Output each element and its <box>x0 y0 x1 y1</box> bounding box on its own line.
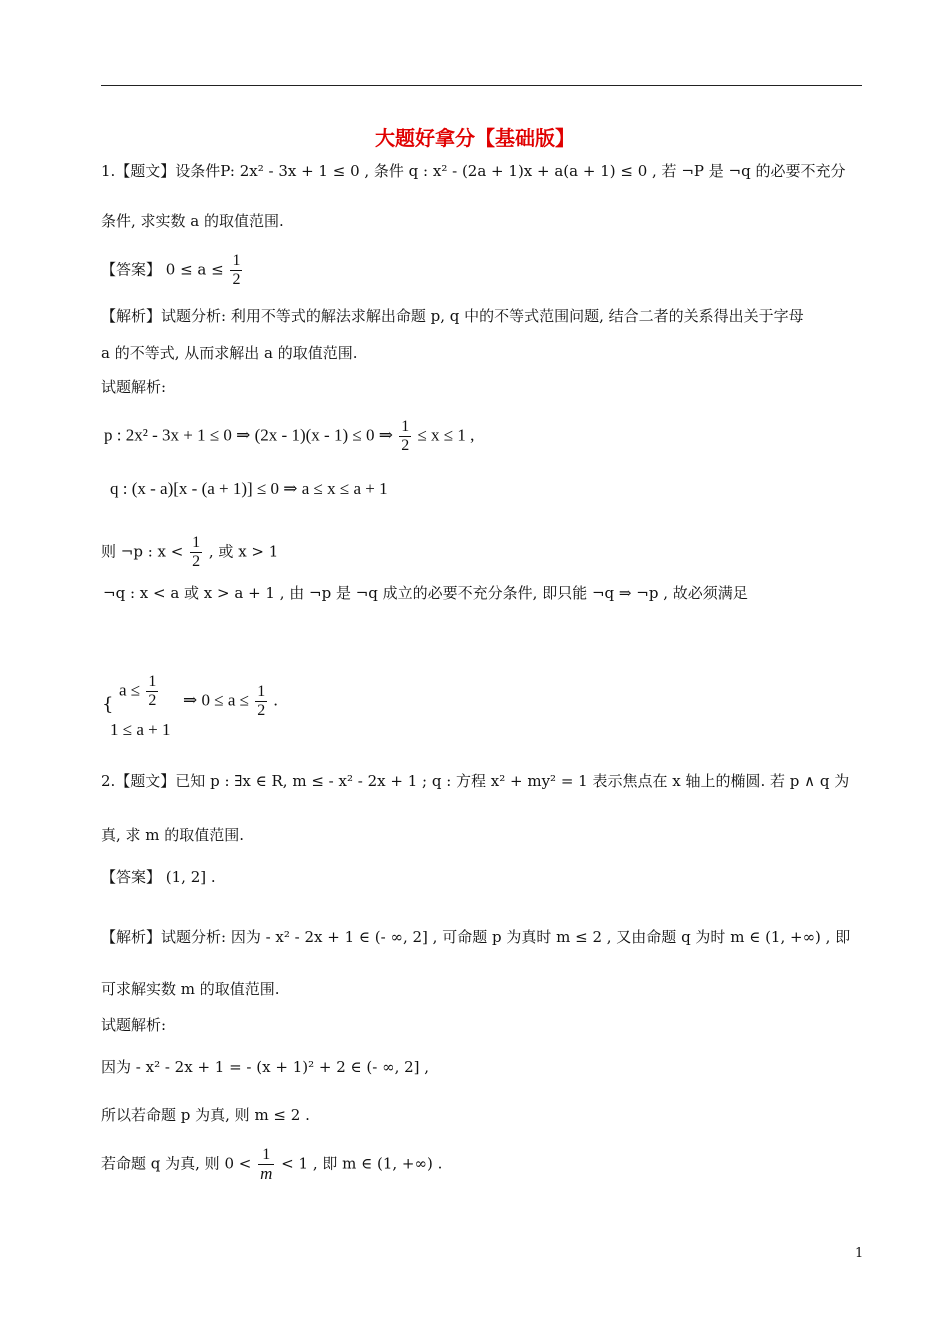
q1-system-row1-den: 2 <box>148 692 157 709</box>
q1-system-result-fraction <box>255 683 267 720</box>
q1-system-row2: 1 ≤ a + 1 <box>110 720 171 739</box>
q1-system-result-prefix: ⇒ 0 ≤ a ≤ <box>183 690 249 710</box>
q2-solution-line3 <box>101 1146 442 1183</box>
q1-not-p-tail: , 或 x > 1 <box>208 542 279 561</box>
q1-system-result-den: 2 <box>257 702 266 719</box>
q2-solution-line1: 因为 - x² - 2x + 1 = - (x + 1)² + 2 ∈ (- ∞, 2] , <box>101 1058 430 1076</box>
q1-system-result-num: 1 <box>257 683 266 700</box>
q1-answer-num: 1 <box>232 252 241 269</box>
q1-line1: 1.【题文】设条件P: 2x² - 3x + 1 ≤ 0 , 条件 q : x² - (2a + 1)x + a(a + 1) ≤ 0 , 若 ¬P 是 ¬q 的必要不充分 <box>101 162 846 180</box>
q1-analysis-line2: a 的不等式, 从而求解出 a 的取值范围. <box>101 344 358 362</box>
q1-p-frac-num: 1 <box>401 418 410 435</box>
q1-line2: 条件, 求实数 a 的取值范围. <box>101 212 284 230</box>
q1-q-derivation: q : (x - a)[x - (a + 1)] ≤ 0 ⇒ a ≤ x ≤ a + 1 <box>110 479 388 498</box>
q1-not-p <box>101 534 278 571</box>
q1-answer <box>101 252 244 289</box>
q1-p-frac-den: 2 <box>401 437 410 454</box>
q2-sol3-num: 1 <box>258 1146 274 1165</box>
q2-line1: 2.【题文】已知 p : ∃x ∈ R, m ≤ - x² - 2x + 1 ; q : 方程 x² + my² = 1 表示焦点在 x 轴上的椭圆. 若 p ∧ q 为 <box>101 772 850 790</box>
q1-p-line: p : 2x² - 3x + 1 ≤ 0 ⇒ (2x - 1)(x - 1) ≤ 0 ⇒ <box>104 425 393 445</box>
q1-system-row1 <box>119 673 160 710</box>
q1-system-row1-fraction <box>146 673 158 710</box>
q1-answer-den: 2 <box>232 271 241 288</box>
q1-answer-fraction <box>230 252 242 289</box>
q2-solution-line2: 所以若命题 p 为真, 则 m ≤ 2 . <box>101 1106 310 1124</box>
q1-not-p-fraction <box>190 534 202 571</box>
q2-solution-heading: 试题解析: <box>101 1016 167 1034</box>
q1-p-tail: ≤ x ≤ 1 , <box>417 425 475 445</box>
q1-not-p-prefix: 则 ¬p : x < <box>101 542 184 561</box>
q1-system-result <box>183 683 278 720</box>
q2-analysis-line1: 【解析】试题分析: 因为 - x² - 2x + 1 ∈ (- ∞, 2] , 可命题 p 为真时 m ≤ 2 , 又由命题 q 为时 m ∈ (1, +∞) , 即 <box>101 928 851 946</box>
header-rule <box>101 85 862 86</box>
page-number: 1 <box>855 1246 864 1261</box>
q2-line2: 真, 求 m 的取值范围. <box>101 826 245 844</box>
q1-p-derivation <box>104 418 474 455</box>
q1-p-fraction <box>399 418 411 455</box>
q2-analysis-line2: 可求解实数 m 的取值范围. <box>101 980 280 998</box>
page-title: 大题好拿分【基础版】 <box>375 126 575 150</box>
q1-not-p-den: 2 <box>192 553 201 570</box>
q1-system-row1-num: 1 <box>148 673 157 690</box>
q1-solution-heading: 试题解析: <box>101 378 167 396</box>
q2-sol3-den: m <box>260 1164 273 1183</box>
q1-system-row1-prefix: a ≤ <box>119 680 141 700</box>
q1-answer-prefix: 【答案】 0 ≤ a ≤ <box>101 260 224 279</box>
q1-system-result-tail: . <box>273 690 278 710</box>
q2-sol3-fraction <box>258 1146 274 1183</box>
q1-not-p-num: 1 <box>192 534 201 551</box>
q2-answer: 【答案】 (1, 2] . <box>101 868 216 886</box>
q1-system-brace: { <box>102 694 114 715</box>
q2-sol3-prefix: 若命题 q 为真, 则 0 < <box>101 1154 252 1173</box>
q1-not-q-line: ¬q : x < a 或 x > a + 1 , 由 ¬p 是 ¬q 成立的必要不充分条件, 即只能 ¬q ⇒ ¬p , 故必须满足 <box>103 584 748 602</box>
q1-analysis-line1: 【解析】试题分析: 利用不等式的解法求解出命题 p, q 中的不等式范围问题, 结合二者的关系得出关于字母 <box>101 307 804 325</box>
q2-sol3-tail: < 1 , 即 m ∈ (1, +∞) . <box>281 1154 443 1173</box>
